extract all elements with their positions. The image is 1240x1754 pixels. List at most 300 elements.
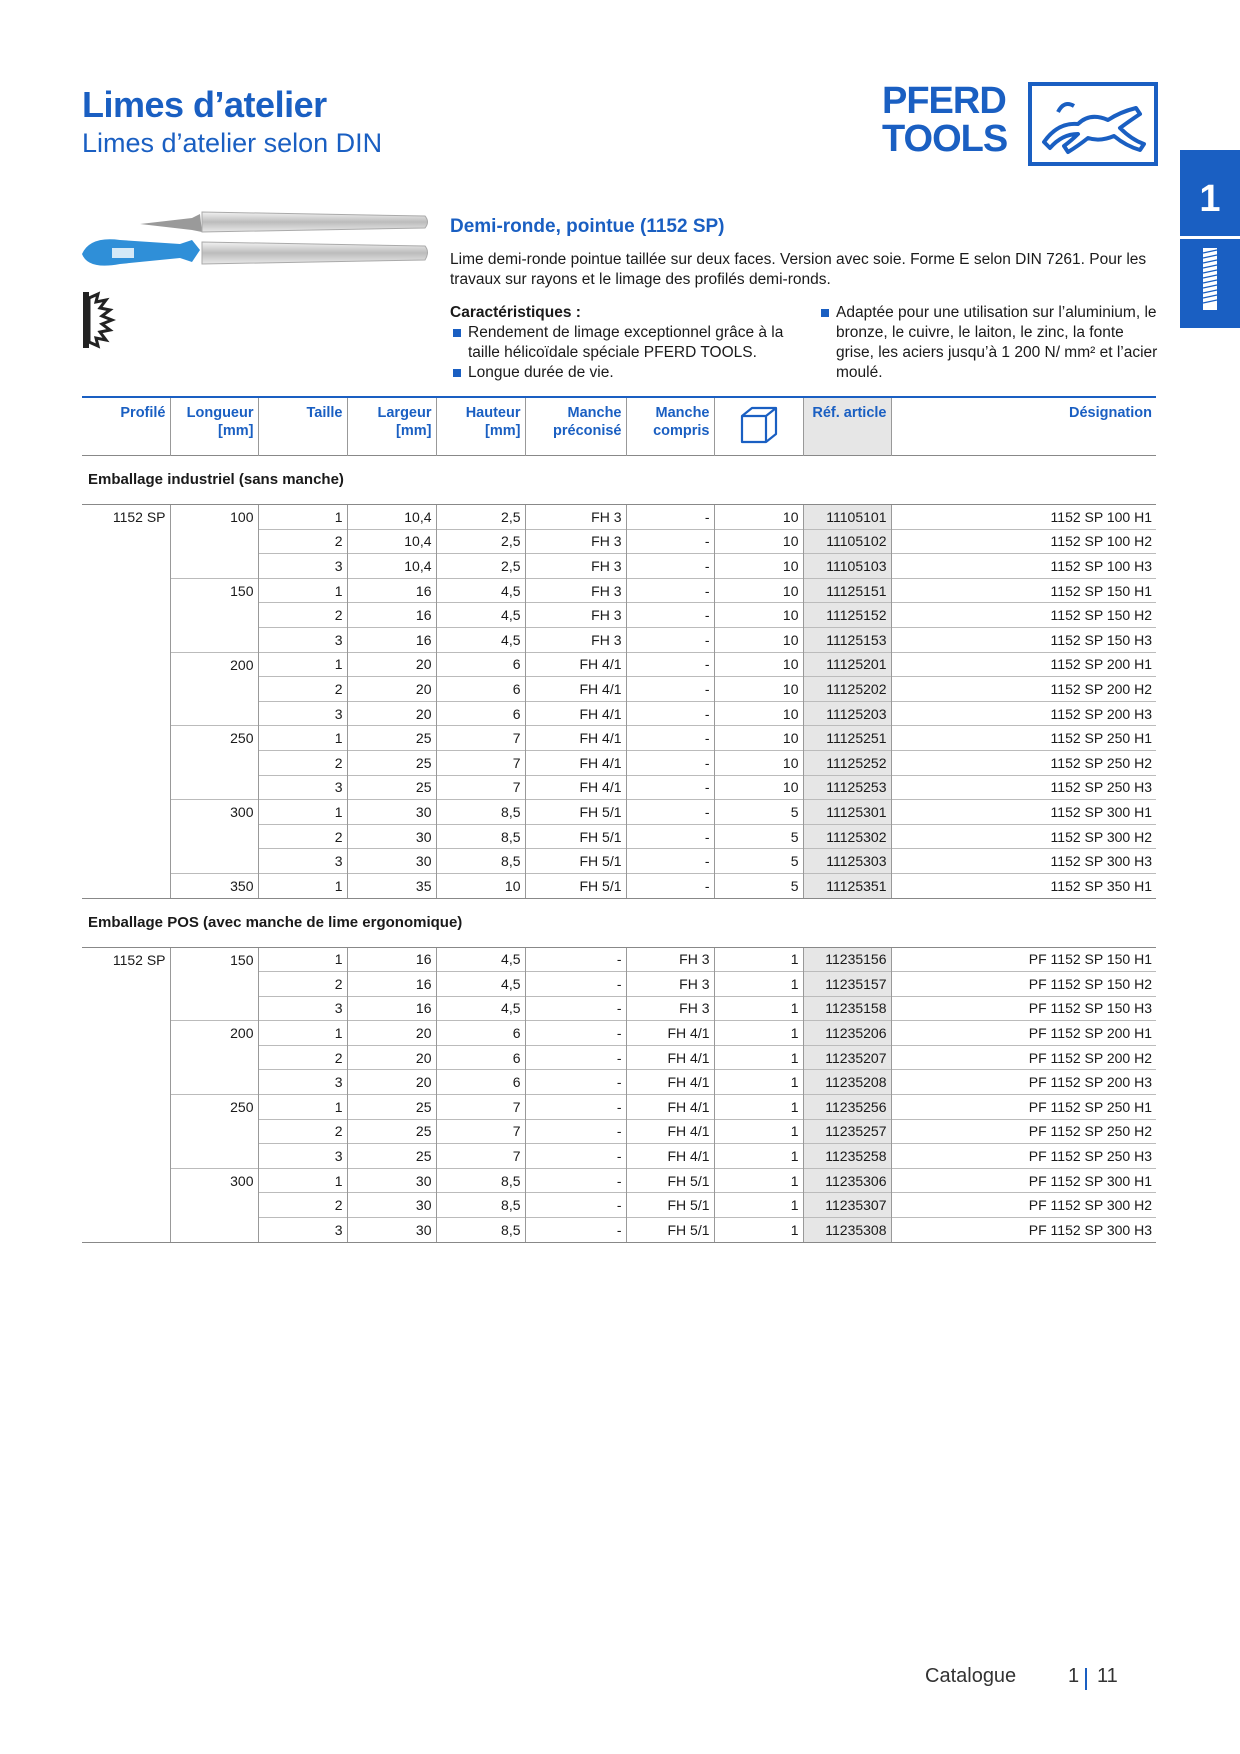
cell-handle-recommended: FH 5/1 bbox=[525, 800, 626, 825]
col-cut: Taille bbox=[258, 397, 347, 456]
file-tool-icon bbox=[1202, 248, 1218, 310]
cell-handle-recommended: FH 4/1 bbox=[525, 652, 626, 677]
cell-profile: 1152 SP bbox=[82, 947, 170, 972]
cell-designation: 1152 SP 300 H1 bbox=[891, 800, 1156, 825]
table-section-header bbox=[82, 898, 1156, 947]
cell-cut: 2 bbox=[258, 750, 347, 775]
cell-handle-recommended: FH 5/1 bbox=[525, 824, 626, 849]
cell-ref: 11125201 bbox=[803, 652, 891, 677]
cell-designation: PF 1152 SP 200 H3 bbox=[891, 1070, 1156, 1095]
cell-profile bbox=[82, 1021, 170, 1046]
cell-cut: 3 bbox=[258, 701, 347, 726]
cell-width: 30 bbox=[347, 1168, 436, 1193]
cell-cut: 3 bbox=[258, 775, 347, 800]
cell-handle-included: - bbox=[626, 677, 714, 702]
cell-designation: 1152 SP 250 H3 bbox=[891, 775, 1156, 800]
cell-handle-included: - bbox=[626, 529, 714, 554]
cell-designation: 1152 SP 250 H2 bbox=[891, 750, 1156, 775]
footer-separator bbox=[1085, 1668, 1087, 1690]
cell-length bbox=[170, 972, 258, 997]
cell-designation: 1152 SP 300 H3 bbox=[891, 849, 1156, 874]
cell-handle-recommended: FH 5/1 bbox=[525, 873, 626, 898]
cell-width: 16 bbox=[347, 972, 436, 997]
cell-cut: 2 bbox=[258, 824, 347, 849]
cell-height: 4,5 bbox=[436, 578, 525, 603]
cell-handle-recommended: - bbox=[525, 1193, 626, 1218]
cell-handle-included: FH 3 bbox=[626, 972, 714, 997]
cell-ref: 11235306 bbox=[803, 1168, 891, 1193]
cell-cut: 2 bbox=[258, 972, 347, 997]
table-row bbox=[82, 972, 1156, 997]
cell-handle-included: - bbox=[626, 726, 714, 751]
cell-packaging-qty: 10 bbox=[714, 627, 803, 652]
cell-profile bbox=[82, 849, 170, 874]
product-description: Lime demi-ronde pointue taillée sur deux faces. Version avec soie. Forme E selon DIN 7261. Pour les travaux sur rayons et le limage des profilés demi-ronds. bbox=[450, 251, 1147, 288]
cell-handle-recommended: FH 4/1 bbox=[525, 726, 626, 751]
cell-width: 30 bbox=[347, 800, 436, 825]
cell-designation: PF 1152 SP 150 H1 bbox=[891, 947, 1156, 972]
cell-height: 7 bbox=[436, 726, 525, 751]
cell-designation: PF 1152 SP 150 H2 bbox=[891, 972, 1156, 997]
cell-cut: 1 bbox=[258, 800, 347, 825]
cell-width: 20 bbox=[347, 1070, 436, 1095]
cell-cut: 3 bbox=[258, 554, 347, 579]
cell-ref: 11235208 bbox=[803, 1070, 891, 1095]
cell-ref: 11235307 bbox=[803, 1193, 891, 1218]
cell-height: 10 bbox=[436, 873, 525, 898]
cell-handle-recommended: FH 4/1 bbox=[525, 701, 626, 726]
pferd-tools-logo bbox=[882, 82, 1158, 166]
cell-designation: PF 1152 SP 300 H2 bbox=[891, 1193, 1156, 1218]
page-title: Limes d’atelier bbox=[82, 84, 327, 125]
cell-height: 2,5 bbox=[436, 554, 525, 579]
table-row bbox=[82, 824, 1156, 849]
cell-handle-recommended: - bbox=[525, 1168, 626, 1193]
cell-height: 6 bbox=[436, 1070, 525, 1095]
cell-handle-included: - bbox=[626, 873, 714, 898]
table-row bbox=[82, 996, 1156, 1021]
cell-height: 6 bbox=[436, 1045, 525, 1070]
cell-packaging-qty: 10 bbox=[714, 726, 803, 751]
cell-profile bbox=[82, 750, 170, 775]
cell-packaging-qty: 5 bbox=[714, 824, 803, 849]
cell-packaging-qty: 1 bbox=[714, 972, 803, 997]
chapter-tab[interactable] bbox=[1180, 150, 1240, 328]
table-section-header bbox=[82, 456, 1156, 505]
cell-ref: 11235158 bbox=[803, 996, 891, 1021]
cell-packaging-qty: 10 bbox=[714, 750, 803, 775]
cell-profile bbox=[82, 603, 170, 628]
cell-handle-included: FH 4/1 bbox=[626, 1070, 714, 1095]
cell-ref: 11125202 bbox=[803, 677, 891, 702]
cell-ref: 11125253 bbox=[803, 775, 891, 800]
cell-ref: 11235257 bbox=[803, 1119, 891, 1144]
cell-cut: 1 bbox=[258, 947, 347, 972]
cell-width: 20 bbox=[347, 677, 436, 702]
cell-ref: 11235157 bbox=[803, 972, 891, 997]
cell-profile bbox=[82, 701, 170, 726]
cell-length bbox=[170, 750, 258, 775]
cell-width: 30 bbox=[347, 1218, 436, 1243]
cell-designation: 1152 SP 150 H1 bbox=[891, 578, 1156, 603]
cell-designation: PF 1152 SP 250 H3 bbox=[891, 1144, 1156, 1169]
cell-height: 8,5 bbox=[436, 1168, 525, 1193]
cell-designation: PF 1152 SP 300 H1 bbox=[891, 1168, 1156, 1193]
table-row bbox=[82, 750, 1156, 775]
cell-width: 16 bbox=[347, 947, 436, 972]
feature-item: Longue durée de vie. bbox=[450, 363, 800, 383]
cell-handle-included: FH 4/1 bbox=[626, 1144, 714, 1169]
cell-height: 7 bbox=[436, 1095, 525, 1120]
cell-handle-recommended: FH 4/1 bbox=[525, 750, 626, 775]
cell-profile bbox=[82, 1144, 170, 1169]
cell-length: 300 bbox=[170, 1168, 258, 1193]
cell-profile: 1152 SP bbox=[82, 505, 170, 530]
col-width: Largeur [mm] bbox=[347, 397, 436, 456]
cell-ref: 11105101 bbox=[803, 505, 891, 530]
cell-profile bbox=[82, 578, 170, 603]
cell-height: 2,5 bbox=[436, 505, 525, 530]
cell-handle-recommended: - bbox=[525, 1218, 626, 1243]
cell-handle-included: FH 5/1 bbox=[626, 1218, 714, 1243]
table-row bbox=[82, 775, 1156, 800]
cell-profile bbox=[82, 800, 170, 825]
cell-cut: 3 bbox=[258, 1070, 347, 1095]
cell-designation: PF 1152 SP 150 H3 bbox=[891, 996, 1156, 1021]
cell-width: 30 bbox=[347, 824, 436, 849]
cell-handle-recommended: FH 4/1 bbox=[525, 677, 626, 702]
cell-handle-included: - bbox=[626, 627, 714, 652]
table-row bbox=[82, 873, 1156, 898]
cell-height: 4,5 bbox=[436, 996, 525, 1021]
cell-designation: 1152 SP 200 H3 bbox=[891, 701, 1156, 726]
cell-profile bbox=[82, 554, 170, 579]
cell-height: 4,5 bbox=[436, 603, 525, 628]
cell-profile bbox=[82, 627, 170, 652]
table-row bbox=[82, 947, 1156, 972]
cell-designation: 1152 SP 100 H3 bbox=[891, 554, 1156, 579]
table-row bbox=[82, 627, 1156, 652]
cell-width: 20 bbox=[347, 701, 436, 726]
cut-type-icon bbox=[80, 290, 116, 350]
cell-ref: 11105103 bbox=[803, 554, 891, 579]
cell-packaging-qty: 10 bbox=[714, 775, 803, 800]
cell-profile bbox=[82, 677, 170, 702]
tab-divider bbox=[1180, 236, 1240, 239]
col-profile: Profilé bbox=[82, 397, 170, 456]
cell-height: 4,5 bbox=[436, 947, 525, 972]
cell-handle-included: - bbox=[626, 603, 714, 628]
cell-width: 20 bbox=[347, 1045, 436, 1070]
cell-designation: 1152 SP 100 H1 bbox=[891, 505, 1156, 530]
cell-profile bbox=[82, 873, 170, 898]
cell-packaging-qty: 1 bbox=[714, 1218, 803, 1243]
section-title: Emballage industriel (sans manche) bbox=[82, 456, 1156, 505]
cell-handle-included: FH 4/1 bbox=[626, 1045, 714, 1070]
cell-profile bbox=[82, 1218, 170, 1243]
cell-cut: 3 bbox=[258, 849, 347, 874]
cell-width: 25 bbox=[347, 1119, 436, 1144]
cell-designation: 1152 SP 350 H1 bbox=[891, 873, 1156, 898]
cell-ref: 11235256 bbox=[803, 1095, 891, 1120]
table-row bbox=[82, 1193, 1156, 1218]
product-heading: Demi-ronde, pointue (1152 SP) bbox=[450, 216, 725, 237]
table-row bbox=[82, 800, 1156, 825]
cell-handle-recommended: FH 3 bbox=[525, 554, 626, 579]
cell-packaging-qty: 10 bbox=[714, 652, 803, 677]
cell-ref: 11235308 bbox=[803, 1218, 891, 1243]
cell-cut: 2 bbox=[258, 677, 347, 702]
box-icon bbox=[738, 404, 780, 446]
cell-cut: 1 bbox=[258, 1095, 347, 1120]
table-row bbox=[82, 529, 1156, 554]
cell-designation: 1152 SP 150 H3 bbox=[891, 627, 1156, 652]
cell-packaging-qty: 1 bbox=[714, 1119, 803, 1144]
chapter-number: 1 bbox=[1199, 178, 1221, 220]
cell-packaging-qty: 10 bbox=[714, 554, 803, 579]
cell-height: 2,5 bbox=[436, 529, 525, 554]
col-handle-recommended: Manche préconisé bbox=[525, 397, 626, 456]
cell-handle-recommended: FH 4/1 bbox=[525, 775, 626, 800]
cell-width: 20 bbox=[347, 1021, 436, 1046]
cell-profile bbox=[82, 529, 170, 554]
cell-cut: 1 bbox=[258, 873, 347, 898]
cell-length bbox=[170, 775, 258, 800]
cell-width: 25 bbox=[347, 726, 436, 751]
cell-packaging-qty: 5 bbox=[714, 800, 803, 825]
table-row bbox=[82, 726, 1156, 751]
cell-cut: 2 bbox=[258, 529, 347, 554]
cell-length bbox=[170, 996, 258, 1021]
cell-profile bbox=[82, 775, 170, 800]
cell-profile bbox=[82, 1119, 170, 1144]
cell-length: 100 bbox=[170, 505, 258, 530]
page-subtitle: Limes d’atelier selon DIN bbox=[82, 128, 383, 158]
features-list bbox=[450, 303, 800, 383]
cell-cut: 2 bbox=[258, 1045, 347, 1070]
cell-cut: 1 bbox=[258, 578, 347, 603]
cell-packaging-qty: 10 bbox=[714, 505, 803, 530]
cell-handle-recommended: - bbox=[525, 1021, 626, 1046]
logo-text-line2: TOOLS bbox=[882, 118, 1008, 160]
cell-ref: 11125302 bbox=[803, 824, 891, 849]
cell-cut: 3 bbox=[258, 627, 347, 652]
table-row bbox=[82, 603, 1156, 628]
table-row bbox=[82, 505, 1156, 530]
cell-length bbox=[170, 1070, 258, 1095]
cell-packaging-qty: 1 bbox=[714, 1045, 803, 1070]
cell-length: 150 bbox=[170, 578, 258, 603]
cell-length bbox=[170, 1144, 258, 1169]
table-row bbox=[82, 652, 1156, 677]
cell-handle-included: FH 4/1 bbox=[626, 1021, 714, 1046]
cell-height: 7 bbox=[436, 750, 525, 775]
cell-designation: 1152 SP 150 H2 bbox=[891, 603, 1156, 628]
cell-handle-recommended: - bbox=[525, 947, 626, 972]
cell-ref: 11125303 bbox=[803, 849, 891, 874]
table-row bbox=[82, 1045, 1156, 1070]
cell-cut: 2 bbox=[258, 603, 347, 628]
table-row bbox=[82, 554, 1156, 579]
cell-width: 25 bbox=[347, 1144, 436, 1169]
cell-profile bbox=[82, 1095, 170, 1120]
cell-designation: PF 1152 SP 300 H3 bbox=[891, 1218, 1156, 1243]
footer-page-number: 11 bbox=[1097, 1665, 1118, 1687]
cell-height: 7 bbox=[436, 1119, 525, 1144]
cell-handle-recommended: FH 5/1 bbox=[525, 849, 626, 874]
cell-packaging-qty: 10 bbox=[714, 603, 803, 628]
cell-cut: 2 bbox=[258, 1119, 347, 1144]
col-designation: Désignation bbox=[1069, 405, 1152, 421]
cell-handle-recommended: FH 3 bbox=[525, 505, 626, 530]
cell-handle-included: FH 5/1 bbox=[626, 1168, 714, 1193]
cell-cut: 3 bbox=[258, 996, 347, 1021]
cell-handle-recommended: - bbox=[525, 1119, 626, 1144]
cell-profile bbox=[82, 972, 170, 997]
cell-width: 10,4 bbox=[347, 554, 436, 579]
cell-length bbox=[170, 1193, 258, 1218]
cell-length: 300 bbox=[170, 800, 258, 825]
cell-handle-included: - bbox=[626, 800, 714, 825]
cell-handle-recommended: - bbox=[525, 1045, 626, 1070]
cell-ref: 11125301 bbox=[803, 800, 891, 825]
cell-length bbox=[170, 677, 258, 702]
table-row bbox=[82, 578, 1156, 603]
col-length: Longueur [mm] bbox=[170, 397, 258, 456]
cell-designation: PF 1152 SP 200 H2 bbox=[891, 1045, 1156, 1070]
table-row bbox=[82, 1168, 1156, 1193]
cell-length bbox=[170, 824, 258, 849]
cell-length: 150 bbox=[170, 947, 258, 972]
cell-handle-included: FH 4/1 bbox=[626, 1095, 714, 1120]
cell-length bbox=[170, 529, 258, 554]
cell-cut: 3 bbox=[258, 1144, 347, 1169]
cell-profile bbox=[82, 1168, 170, 1193]
cell-designation: 1152 SP 100 H2 bbox=[891, 529, 1156, 554]
cell-width: 16 bbox=[347, 603, 436, 628]
cell-handle-recommended: - bbox=[525, 1070, 626, 1095]
features-list-right bbox=[818, 303, 1158, 383]
cell-packaging-qty: 1 bbox=[714, 1144, 803, 1169]
cell-length bbox=[170, 603, 258, 628]
cell-handle-recommended: - bbox=[525, 972, 626, 997]
cell-length: 350 bbox=[170, 873, 258, 898]
table-header-row bbox=[82, 397, 1156, 456]
cell-packaging-qty: 10 bbox=[714, 578, 803, 603]
cell-designation: PF 1152 SP 200 H1 bbox=[891, 1021, 1156, 1046]
cell-handle-recommended: FH 3 bbox=[525, 627, 626, 652]
cell-designation: 1152 SP 300 H2 bbox=[891, 824, 1156, 849]
features-title: Caractéristiques : bbox=[450, 304, 581, 321]
cell-height: 6 bbox=[436, 701, 525, 726]
cell-width: 25 bbox=[347, 775, 436, 800]
cell-cut: 1 bbox=[258, 1168, 347, 1193]
cell-designation: PF 1152 SP 250 H1 bbox=[891, 1095, 1156, 1120]
cell-handle-included: - bbox=[626, 505, 714, 530]
cell-length bbox=[170, 1218, 258, 1243]
feature-item: Rendement de limage exceptionnel grâce à la taille hélicoïdale spéciale PFERD TOOLS. bbox=[450, 323, 800, 363]
cell-profile bbox=[82, 652, 170, 677]
cell-length: 250 bbox=[170, 726, 258, 751]
cell-length bbox=[170, 554, 258, 579]
cell-length: 200 bbox=[170, 1021, 258, 1046]
cell-packaging-qty: 1 bbox=[714, 1168, 803, 1193]
cell-width: 16 bbox=[347, 627, 436, 652]
cell-width: 30 bbox=[347, 1193, 436, 1218]
cell-height: 7 bbox=[436, 775, 525, 800]
logo-text-line1: PFERD bbox=[882, 80, 1006, 122]
cell-ref: 11235207 bbox=[803, 1045, 891, 1070]
section-title: Emballage POS (avec manche de lime ergonomique) bbox=[82, 898, 1156, 947]
cell-designation: 1152 SP 200 H1 bbox=[891, 652, 1156, 677]
cell-ref: 11125203 bbox=[803, 701, 891, 726]
cell-height: 8,5 bbox=[436, 1193, 525, 1218]
cell-profile bbox=[82, 1193, 170, 1218]
cell-designation: 1152 SP 200 H2 bbox=[891, 677, 1156, 702]
cell-packaging-qty: 10 bbox=[714, 677, 803, 702]
table-row bbox=[82, 849, 1156, 874]
cell-packaging-qty: 1 bbox=[714, 947, 803, 972]
cell-handle-included: FH 4/1 bbox=[626, 1119, 714, 1144]
cell-length: 250 bbox=[170, 1095, 258, 1120]
cell-handle-included: - bbox=[626, 775, 714, 800]
bullet-square-icon bbox=[453, 329, 461, 337]
cell-packaging-qty: 5 bbox=[714, 873, 803, 898]
table-row bbox=[82, 701, 1156, 726]
cell-handle-included: FH 5/1 bbox=[626, 1193, 714, 1218]
cell-handle-included: - bbox=[626, 701, 714, 726]
cell-handle-included: FH 3 bbox=[626, 996, 714, 1021]
cell-height: 6 bbox=[436, 652, 525, 677]
cell-handle-included: - bbox=[626, 849, 714, 874]
bullet-square-icon bbox=[453, 369, 461, 377]
table-body bbox=[82, 456, 1156, 1243]
cell-height: 6 bbox=[436, 677, 525, 702]
cell-height: 8,5 bbox=[436, 800, 525, 825]
cell-designation: PF 1152 SP 250 H2 bbox=[891, 1119, 1156, 1144]
cell-cut: 3 bbox=[258, 1218, 347, 1243]
cell-packaging-qty: 1 bbox=[714, 1021, 803, 1046]
cell-packaging-qty: 10 bbox=[714, 701, 803, 726]
cell-width: 16 bbox=[347, 996, 436, 1021]
cell-ref: 11105102 bbox=[803, 529, 891, 554]
cell-packaging-qty: 1 bbox=[714, 1070, 803, 1095]
cell-height: 4,5 bbox=[436, 972, 525, 997]
cell-height: 4,5 bbox=[436, 627, 525, 652]
cell-cut: 1 bbox=[258, 505, 347, 530]
cell-width: 25 bbox=[347, 1095, 436, 1120]
cell-height: 7 bbox=[436, 1144, 525, 1169]
cell-length: 200 bbox=[170, 652, 258, 677]
cell-handle-included: FH 3 bbox=[626, 947, 714, 972]
cell-designation: 1152 SP 250 H1 bbox=[891, 726, 1156, 751]
cell-height: 6 bbox=[436, 1021, 525, 1046]
cell-handle-recommended: - bbox=[525, 1144, 626, 1169]
cell-ref: 11235156 bbox=[803, 947, 891, 972]
col-handle-included: Manche compris bbox=[626, 397, 714, 456]
cell-handle-recommended: - bbox=[525, 1095, 626, 1120]
cell-handle-recommended: FH 3 bbox=[525, 529, 626, 554]
cell-ref: 11125351 bbox=[803, 873, 891, 898]
col-ref: Réf. article bbox=[803, 397, 891, 456]
table-row bbox=[82, 677, 1156, 702]
table-row bbox=[82, 1218, 1156, 1243]
table-row bbox=[82, 1070, 1156, 1095]
footer-chapter: 1 bbox=[1068, 1665, 1080, 1687]
cell-cut: 1 bbox=[258, 726, 347, 751]
table-row bbox=[82, 1119, 1156, 1144]
table-row bbox=[82, 1021, 1156, 1046]
